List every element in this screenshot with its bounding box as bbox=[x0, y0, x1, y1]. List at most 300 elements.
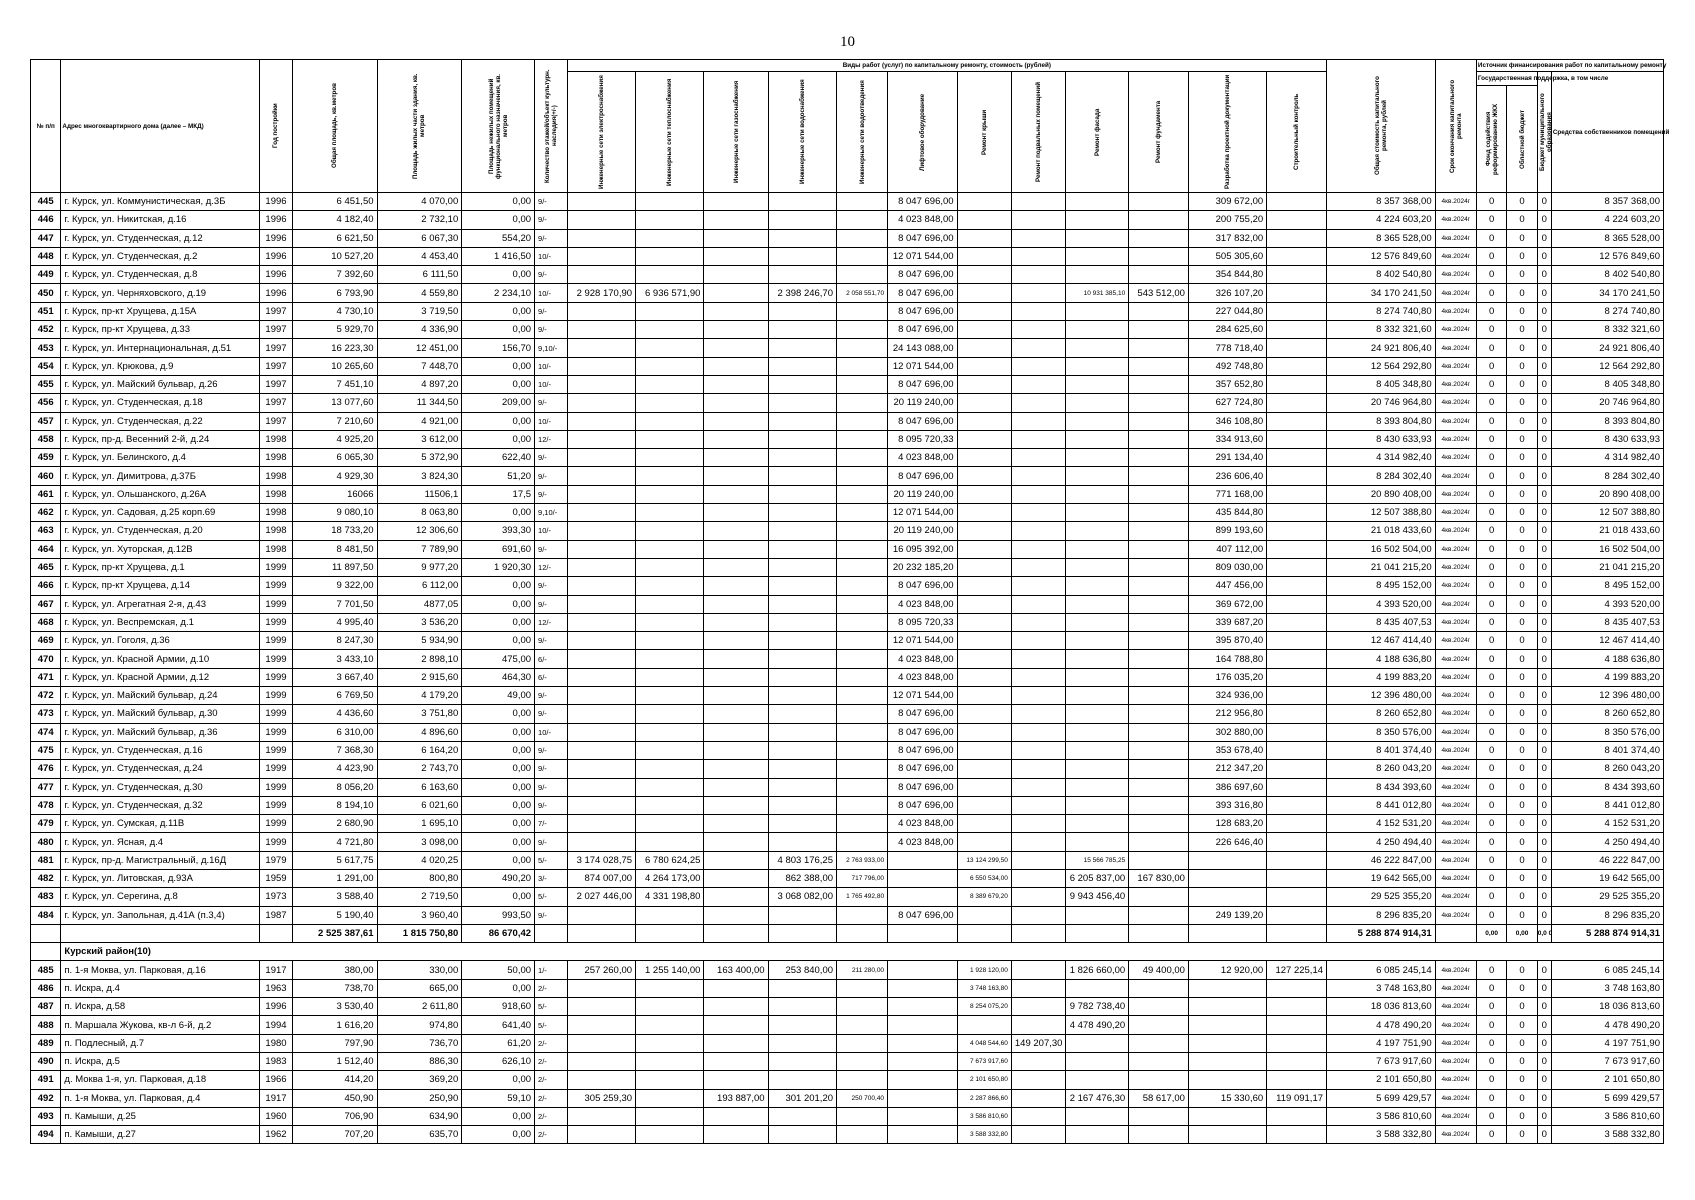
row-total-cost: 46 222 847,00 bbox=[1327, 851, 1436, 869]
row-work-cost bbox=[837, 540, 888, 558]
row-work-cost: 226 646,40 bbox=[1188, 833, 1266, 851]
row-address: г. Курск, ул. Студенческая, д.16 bbox=[61, 741, 260, 759]
row-owners: 20 746 964,80 bbox=[1551, 394, 1663, 412]
row-living-area: 369,20 bbox=[377, 1071, 462, 1089]
row-year: 1999 bbox=[260, 760, 293, 778]
row-work-cost: 15 330,60 bbox=[1188, 1089, 1266, 1107]
row-work-cost bbox=[1011, 412, 1065, 430]
row-living-area: 5 372,90 bbox=[377, 449, 462, 467]
row-municipal: 0 bbox=[1537, 851, 1551, 869]
row-work-cost bbox=[636, 375, 704, 393]
row-work-cost bbox=[1066, 266, 1129, 284]
row-work-cost: 8 095 720,33 bbox=[888, 613, 958, 631]
total-fund: 0,00 bbox=[1476, 924, 1506, 942]
row-work-cost bbox=[957, 357, 1011, 375]
row-work-cost bbox=[957, 687, 1011, 705]
row-address: г. Курск, ул. Красной Армии, д.12 bbox=[61, 668, 260, 686]
row-work-cost bbox=[1066, 1126, 1129, 1144]
row-work-cost bbox=[768, 613, 836, 631]
row-living-area: 4877,05 bbox=[377, 595, 462, 613]
row-work-cost bbox=[957, 741, 1011, 759]
row-year: 1987 bbox=[260, 906, 293, 924]
row-nonres-area: 49,00 bbox=[462, 687, 535, 705]
row-work-cost: 20 119 240,00 bbox=[888, 485, 958, 503]
row-regional: 0 bbox=[1507, 485, 1537, 503]
row-work-cost bbox=[837, 522, 888, 540]
row-total-area: 8 247,30 bbox=[292, 632, 377, 650]
row-work-cost bbox=[1267, 723, 1327, 741]
row-work-cost bbox=[636, 485, 704, 503]
row-work-cost bbox=[704, 760, 768, 778]
row-regional: 0 bbox=[1507, 705, 1537, 723]
row-total-area: 2 680,90 bbox=[292, 815, 377, 833]
row-work-cost bbox=[1066, 247, 1129, 265]
row-total-area: 1 291,00 bbox=[292, 869, 377, 887]
row-total-area: 6 065,30 bbox=[292, 449, 377, 467]
row-work-cost bbox=[636, 449, 704, 467]
row-work-cost bbox=[957, 723, 1011, 741]
row-owners: 4 478 490,20 bbox=[1551, 1016, 1663, 1034]
row-owners: 4 250 494,40 bbox=[1551, 833, 1663, 851]
row-address: г. Курск, ул. Студенческая, д.8 bbox=[61, 266, 260, 284]
row-work-cost bbox=[636, 357, 704, 375]
row-work-cost bbox=[704, 394, 768, 412]
row-fund: 0 bbox=[1476, 467, 1506, 485]
row-work-cost bbox=[1129, 558, 1189, 576]
row-work-cost bbox=[768, 1126, 836, 1144]
row-nonres-area: 464,30 bbox=[462, 668, 535, 686]
row-work-cost bbox=[768, 412, 836, 430]
row-total-area: 7 210,60 bbox=[292, 412, 377, 430]
row-address: п. Камыши, д.27 bbox=[61, 1126, 260, 1144]
row-work-cost bbox=[636, 394, 704, 412]
row-floors: 6/- bbox=[535, 650, 568, 668]
row-work-cost bbox=[837, 760, 888, 778]
table-row bbox=[31, 558, 1664, 576]
row-floors: 9/- bbox=[535, 211, 568, 229]
row-number: 454 bbox=[31, 357, 61, 375]
row-work-cost bbox=[1129, 888, 1189, 906]
row-work-cost: 301 201,20 bbox=[768, 1089, 836, 1107]
row-work-cost bbox=[837, 723, 888, 741]
row-deadline: 4кв.2024г bbox=[1435, 449, 1476, 467]
row-number: 448 bbox=[31, 247, 61, 265]
row-municipal: 0 bbox=[1537, 650, 1551, 668]
row-work-cost bbox=[704, 815, 768, 833]
row-regional: 0 bbox=[1507, 1071, 1537, 1089]
row-work-cost bbox=[704, 266, 768, 284]
col-work-electric: Инженерные сети электроснабжения bbox=[597, 75, 605, 189]
row-work-cost bbox=[1129, 632, 1189, 650]
row-work-cost bbox=[888, 1107, 958, 1125]
row-work-cost bbox=[704, 558, 768, 576]
table-row bbox=[31, 284, 1664, 302]
row-fund: 0 bbox=[1476, 1107, 1506, 1125]
row-municipal: 0 bbox=[1537, 357, 1551, 375]
row-living-area: 3 612,00 bbox=[377, 430, 462, 448]
row-address: г. Курск, ул. Гоголя, д.36 bbox=[61, 632, 260, 650]
row-address: г. Курск, ул. Майский бульвар, д.26 bbox=[61, 375, 260, 393]
row-living-area: 12 451,00 bbox=[377, 339, 462, 357]
row-work-cost bbox=[888, 961, 958, 979]
row-work-cost: 8 047 696,00 bbox=[888, 906, 958, 924]
row-living-area: 634,90 bbox=[377, 1107, 462, 1125]
col-work-facade: Ремонт фасада bbox=[1093, 108, 1101, 156]
row-year: 1996 bbox=[260, 998, 293, 1016]
row-work-cost bbox=[768, 247, 836, 265]
row-total-area: 4 995,40 bbox=[292, 613, 377, 631]
row-work-cost bbox=[768, 1034, 836, 1052]
row-work-cost bbox=[1011, 558, 1065, 576]
row-total-cost: 18 036 813,60 bbox=[1327, 998, 1436, 1016]
row-year: 1999 bbox=[260, 815, 293, 833]
row-deadline: 4кв.2024г bbox=[1435, 193, 1476, 211]
row-fund: 0 bbox=[1476, 211, 1506, 229]
row-total-cost: 8 441 012,80 bbox=[1327, 796, 1436, 814]
row-number: 489 bbox=[31, 1034, 61, 1052]
row-municipal: 0 bbox=[1537, 741, 1551, 759]
row-municipal: 0 bbox=[1537, 412, 1551, 430]
row-work-cost bbox=[1066, 979, 1129, 997]
row-work-cost bbox=[1129, 339, 1189, 357]
row-work-cost bbox=[768, 193, 836, 211]
row-work-cost bbox=[1129, 1052, 1189, 1070]
row-work-cost bbox=[704, 796, 768, 814]
row-total-cost: 19 642 565,00 bbox=[1327, 869, 1436, 887]
row-address: г. Курск, ул. Хуторская, д.12В bbox=[61, 540, 260, 558]
row-work-cost bbox=[1129, 1016, 1189, 1034]
row-work-cost: 4 023 848,00 bbox=[888, 211, 958, 229]
table-row bbox=[31, 1089, 1664, 1107]
row-regional: 0 bbox=[1507, 211, 1537, 229]
row-work-cost bbox=[567, 1016, 635, 1034]
row-work-cost bbox=[1011, 357, 1065, 375]
row-floors: 1/- bbox=[535, 961, 568, 979]
col-total-area: Общая площадь, кв.метров bbox=[331, 83, 339, 169]
row-address: г. Курск, ул. Ясная, д.4 bbox=[61, 833, 260, 851]
row-work-cost bbox=[704, 1034, 768, 1052]
row-work-cost bbox=[1267, 815, 1327, 833]
row-number: 478 bbox=[31, 796, 61, 814]
row-total-cost: 20 890 408,00 bbox=[1327, 485, 1436, 503]
row-municipal: 0 bbox=[1537, 632, 1551, 650]
row-work-cost bbox=[888, 1034, 958, 1052]
row-work-cost bbox=[1011, 833, 1065, 851]
row-work-cost bbox=[636, 1071, 704, 1089]
row-nonres-area: 918,60 bbox=[462, 998, 535, 1016]
row-work-cost bbox=[837, 1071, 888, 1089]
row-work-cost bbox=[1129, 504, 1189, 522]
row-work-cost: 163 400,00 bbox=[704, 961, 768, 979]
row-work-cost bbox=[704, 1052, 768, 1070]
row-municipal: 0 bbox=[1537, 229, 1551, 247]
row-deadline: 4кв.2024г bbox=[1435, 266, 1476, 284]
row-work-cost: 8 047 696,00 bbox=[888, 266, 958, 284]
row-deadline: 4кв.2024г bbox=[1435, 284, 1476, 302]
total-total-area: 2 525 387,61 bbox=[292, 924, 377, 942]
row-work-cost bbox=[704, 211, 768, 229]
row-regional: 0 bbox=[1507, 430, 1537, 448]
row-work-cost bbox=[837, 430, 888, 448]
row-work-cost bbox=[837, 796, 888, 814]
row-total-area: 4 436,60 bbox=[292, 705, 377, 723]
row-work-cost bbox=[768, 321, 836, 339]
row-total-area: 707,20 bbox=[292, 1126, 377, 1144]
row-work-cost: 12 071 544,00 bbox=[888, 687, 958, 705]
row-work-cost: 127 225,14 bbox=[1267, 961, 1327, 979]
row-regional: 0 bbox=[1507, 1034, 1537, 1052]
row-work-cost: 334 913,60 bbox=[1188, 430, 1266, 448]
row-address: п. Камыши, д.25 bbox=[61, 1107, 260, 1125]
row-work-cost bbox=[636, 650, 704, 668]
row-work-cost bbox=[1066, 1107, 1129, 1125]
row-work-cost bbox=[1267, 705, 1327, 723]
row-work-cost bbox=[1066, 1034, 1129, 1052]
row-work-cost bbox=[1066, 412, 1129, 430]
row-address: г. Курск, ул. Студенческая, д.20 bbox=[61, 522, 260, 540]
row-work-cost bbox=[1011, 339, 1065, 357]
row-floors: 9/- bbox=[535, 394, 568, 412]
row-municipal: 0 bbox=[1537, 430, 1551, 448]
table-body-kursk bbox=[31, 193, 1664, 925]
row-nonres-area: 0,00 bbox=[462, 833, 535, 851]
row-work-cost bbox=[1129, 321, 1189, 339]
row-work-cost bbox=[1267, 595, 1327, 613]
row-work-cost: 4 048 544,60 bbox=[957, 1034, 1011, 1052]
row-work-cost bbox=[1011, 394, 1065, 412]
row-work-cost bbox=[567, 430, 635, 448]
row-municipal: 0 bbox=[1537, 1089, 1551, 1107]
row-fund: 0 bbox=[1476, 998, 1506, 1016]
row-work-cost bbox=[837, 485, 888, 503]
table-row bbox=[31, 1126, 1664, 1144]
row-regional: 0 bbox=[1507, 357, 1537, 375]
row-year: 1996 bbox=[260, 211, 293, 229]
row-work-cost bbox=[768, 833, 836, 851]
row-total-area: 738,70 bbox=[292, 979, 377, 997]
row-work-cost bbox=[957, 467, 1011, 485]
row-work-cost: 8 047 696,00 bbox=[888, 321, 958, 339]
row-work-cost bbox=[837, 357, 888, 375]
row-total-area: 4 925,20 bbox=[292, 430, 377, 448]
row-number: 479 bbox=[31, 815, 61, 833]
row-work-cost bbox=[567, 723, 635, 741]
row-work-cost: 2 928 170,90 bbox=[567, 284, 635, 302]
table-row bbox=[31, 741, 1664, 759]
row-year: 1997 bbox=[260, 394, 293, 412]
row-work-cost bbox=[1129, 577, 1189, 595]
row-work-cost bbox=[837, 833, 888, 851]
row-year: 1999 bbox=[260, 687, 293, 705]
row-deadline: 4кв.2024г bbox=[1435, 1071, 1476, 1089]
row-work-cost bbox=[1188, 869, 1266, 887]
row-fund: 0 bbox=[1476, 979, 1506, 997]
row-work-cost: 899 193,60 bbox=[1188, 522, 1266, 540]
row-total-area: 6 769,50 bbox=[292, 687, 377, 705]
row-total-cost: 4 393 520,00 bbox=[1327, 595, 1436, 613]
row-owners: 4 197 751,90 bbox=[1551, 1034, 1663, 1052]
row-total-area: 11 897,50 bbox=[292, 558, 377, 576]
row-work-cost bbox=[768, 558, 836, 576]
row-work-cost: 284 625,60 bbox=[1188, 321, 1266, 339]
row-work-cost bbox=[957, 796, 1011, 814]
row-total-area: 4 182,40 bbox=[292, 211, 377, 229]
row-address: г. Курск, ул. Интернациональная, д.51 bbox=[61, 339, 260, 357]
row-municipal: 0 bbox=[1537, 211, 1551, 229]
row-work-cost bbox=[1267, 888, 1327, 906]
row-total-cost: 4 224 603,20 bbox=[1327, 211, 1436, 229]
row-work-cost: 4 023 848,00 bbox=[888, 650, 958, 668]
row-work-cost bbox=[888, 1052, 958, 1070]
row-fund: 0 bbox=[1476, 833, 1506, 851]
row-owners: 2 101 650,80 bbox=[1551, 1071, 1663, 1089]
row-total-cost: 8 274 740,80 bbox=[1327, 302, 1436, 320]
row-fund: 0 bbox=[1476, 485, 1506, 503]
table-row bbox=[31, 705, 1664, 723]
row-number: 452 bbox=[31, 321, 61, 339]
row-work-cost: 2 058 551,70 bbox=[837, 284, 888, 302]
row-work-cost bbox=[957, 266, 1011, 284]
row-work-cost bbox=[567, 979, 635, 997]
row-work-cost: 543 512,00 bbox=[1129, 284, 1189, 302]
row-work-cost: 1 765 492,80 bbox=[837, 888, 888, 906]
row-work-cost bbox=[636, 998, 704, 1016]
row-nonres-area: 993,50 bbox=[462, 906, 535, 924]
row-nonres-area: 641,40 bbox=[462, 1016, 535, 1034]
row-deadline: 4кв.2024г bbox=[1435, 302, 1476, 320]
row-floors: 2/- bbox=[535, 1052, 568, 1070]
row-nonres-area: 0,00 bbox=[462, 302, 535, 320]
row-living-area: 2 611,80 bbox=[377, 998, 462, 1016]
row-work-cost: 164 788,80 bbox=[1188, 650, 1266, 668]
row-work-cost bbox=[1066, 540, 1129, 558]
row-fund: 0 bbox=[1476, 1089, 1506, 1107]
table-row bbox=[31, 1052, 1664, 1070]
row-municipal: 0 bbox=[1537, 595, 1551, 613]
row-work-cost bbox=[704, 979, 768, 997]
row-work-cost bbox=[1129, 723, 1189, 741]
row-regional: 0 bbox=[1507, 961, 1537, 979]
row-deadline: 4кв.2024г bbox=[1435, 979, 1476, 997]
row-regional: 0 bbox=[1507, 467, 1537, 485]
row-municipal: 0 bbox=[1537, 485, 1551, 503]
row-deadline: 4кв.2024г bbox=[1435, 522, 1476, 540]
row-work-cost: 302 880,00 bbox=[1188, 723, 1266, 741]
table-total bbox=[31, 924, 1664, 961]
row-work-cost bbox=[704, 193, 768, 211]
col-work-sewer: Инженерные сети водоотведения bbox=[858, 80, 866, 184]
row-regional: 0 bbox=[1507, 229, 1537, 247]
row-deadline: 4кв.2024г bbox=[1435, 723, 1476, 741]
row-owners: 18 036 813,60 bbox=[1551, 998, 1663, 1016]
row-floors: 9/- bbox=[535, 540, 568, 558]
row-work-cost bbox=[704, 284, 768, 302]
row-work-cost bbox=[636, 266, 704, 284]
row-municipal: 0 bbox=[1537, 1071, 1551, 1089]
row-work-cost bbox=[1267, 998, 1327, 1016]
row-owners: 8 495 152,00 bbox=[1551, 577, 1663, 595]
row-work-cost bbox=[567, 1034, 635, 1052]
row-total-area: 5 190,40 bbox=[292, 906, 377, 924]
row-work-cost bbox=[1011, 687, 1065, 705]
row-owners: 3 586 810,60 bbox=[1551, 1107, 1663, 1125]
row-fund: 0 bbox=[1476, 632, 1506, 650]
row-deadline: 4кв.2024г bbox=[1435, 1016, 1476, 1034]
row-total-cost: 8 260 652,80 bbox=[1327, 705, 1436, 723]
row-work-cost: 24 143 088,00 bbox=[888, 339, 958, 357]
row-deadline: 4кв.2024г bbox=[1435, 540, 1476, 558]
row-total-area: 5 929,70 bbox=[292, 321, 377, 339]
row-municipal: 0 bbox=[1537, 723, 1551, 741]
row-work-cost bbox=[768, 1052, 836, 1070]
row-floors: 9/- bbox=[535, 833, 568, 851]
row-work-cost bbox=[1129, 430, 1189, 448]
row-work-cost bbox=[1011, 302, 1065, 320]
row-nonres-area: 0,00 bbox=[462, 741, 535, 759]
row-municipal: 0 bbox=[1537, 522, 1551, 540]
row-fund: 0 bbox=[1476, 430, 1506, 448]
row-owners: 5 699 429,57 bbox=[1551, 1089, 1663, 1107]
row-floors: 9/- bbox=[535, 705, 568, 723]
row-year: 1999 bbox=[260, 741, 293, 759]
row-work-cost bbox=[1129, 778, 1189, 796]
table-row bbox=[31, 869, 1664, 887]
row-deadline: 4кв.2024г bbox=[1435, 412, 1476, 430]
row-nonres-area: 50,00 bbox=[462, 961, 535, 979]
row-work-cost bbox=[1267, 375, 1327, 393]
row-work-cost bbox=[957, 412, 1011, 430]
row-owners: 4 152 531,20 bbox=[1551, 815, 1663, 833]
row-work-cost bbox=[837, 394, 888, 412]
row-work-cost: 771 168,00 bbox=[1188, 485, 1266, 503]
row-municipal: 0 bbox=[1537, 321, 1551, 339]
row-floors: 6/- bbox=[535, 668, 568, 686]
row-work-cost bbox=[1066, 650, 1129, 668]
row-total-cost: 34 170 241,50 bbox=[1327, 284, 1436, 302]
row-municipal: 0 bbox=[1537, 1052, 1551, 1070]
row-work-cost bbox=[704, 302, 768, 320]
table-row bbox=[31, 778, 1664, 796]
row-work-cost bbox=[1267, 1107, 1327, 1125]
row-work-cost bbox=[1267, 357, 1327, 375]
row-work-cost bbox=[567, 705, 635, 723]
table-row bbox=[31, 687, 1664, 705]
row-work-cost bbox=[636, 760, 704, 778]
row-work-cost bbox=[957, 760, 1011, 778]
row-work-cost bbox=[768, 357, 836, 375]
row-deadline: 4кв.2024г bbox=[1435, 961, 1476, 979]
row-work-cost bbox=[636, 302, 704, 320]
row-living-area: 3 960,40 bbox=[377, 906, 462, 924]
row-total-cost: 8 350 576,00 bbox=[1327, 723, 1436, 741]
row-year: 1973 bbox=[260, 888, 293, 906]
row-work-cost bbox=[636, 778, 704, 796]
row-work-cost bbox=[768, 595, 836, 613]
row-total-cost: 7 673 917,60 bbox=[1327, 1052, 1436, 1070]
row-total-area: 414,20 bbox=[292, 1071, 377, 1089]
row-total-cost: 4 478 490,20 bbox=[1327, 1016, 1436, 1034]
table-row bbox=[31, 668, 1664, 686]
row-work-cost: 2 287 866,60 bbox=[957, 1089, 1011, 1107]
row-work-cost bbox=[1011, 906, 1065, 924]
row-work-cost bbox=[1011, 247, 1065, 265]
row-total-area: 6 310,00 bbox=[292, 723, 377, 741]
row-work-cost bbox=[704, 998, 768, 1016]
row-nonres-area: 0,00 bbox=[462, 851, 535, 869]
row-work-cost bbox=[837, 1016, 888, 1034]
row-work-cost bbox=[837, 375, 888, 393]
row-nonres-area: 0,00 bbox=[462, 613, 535, 631]
